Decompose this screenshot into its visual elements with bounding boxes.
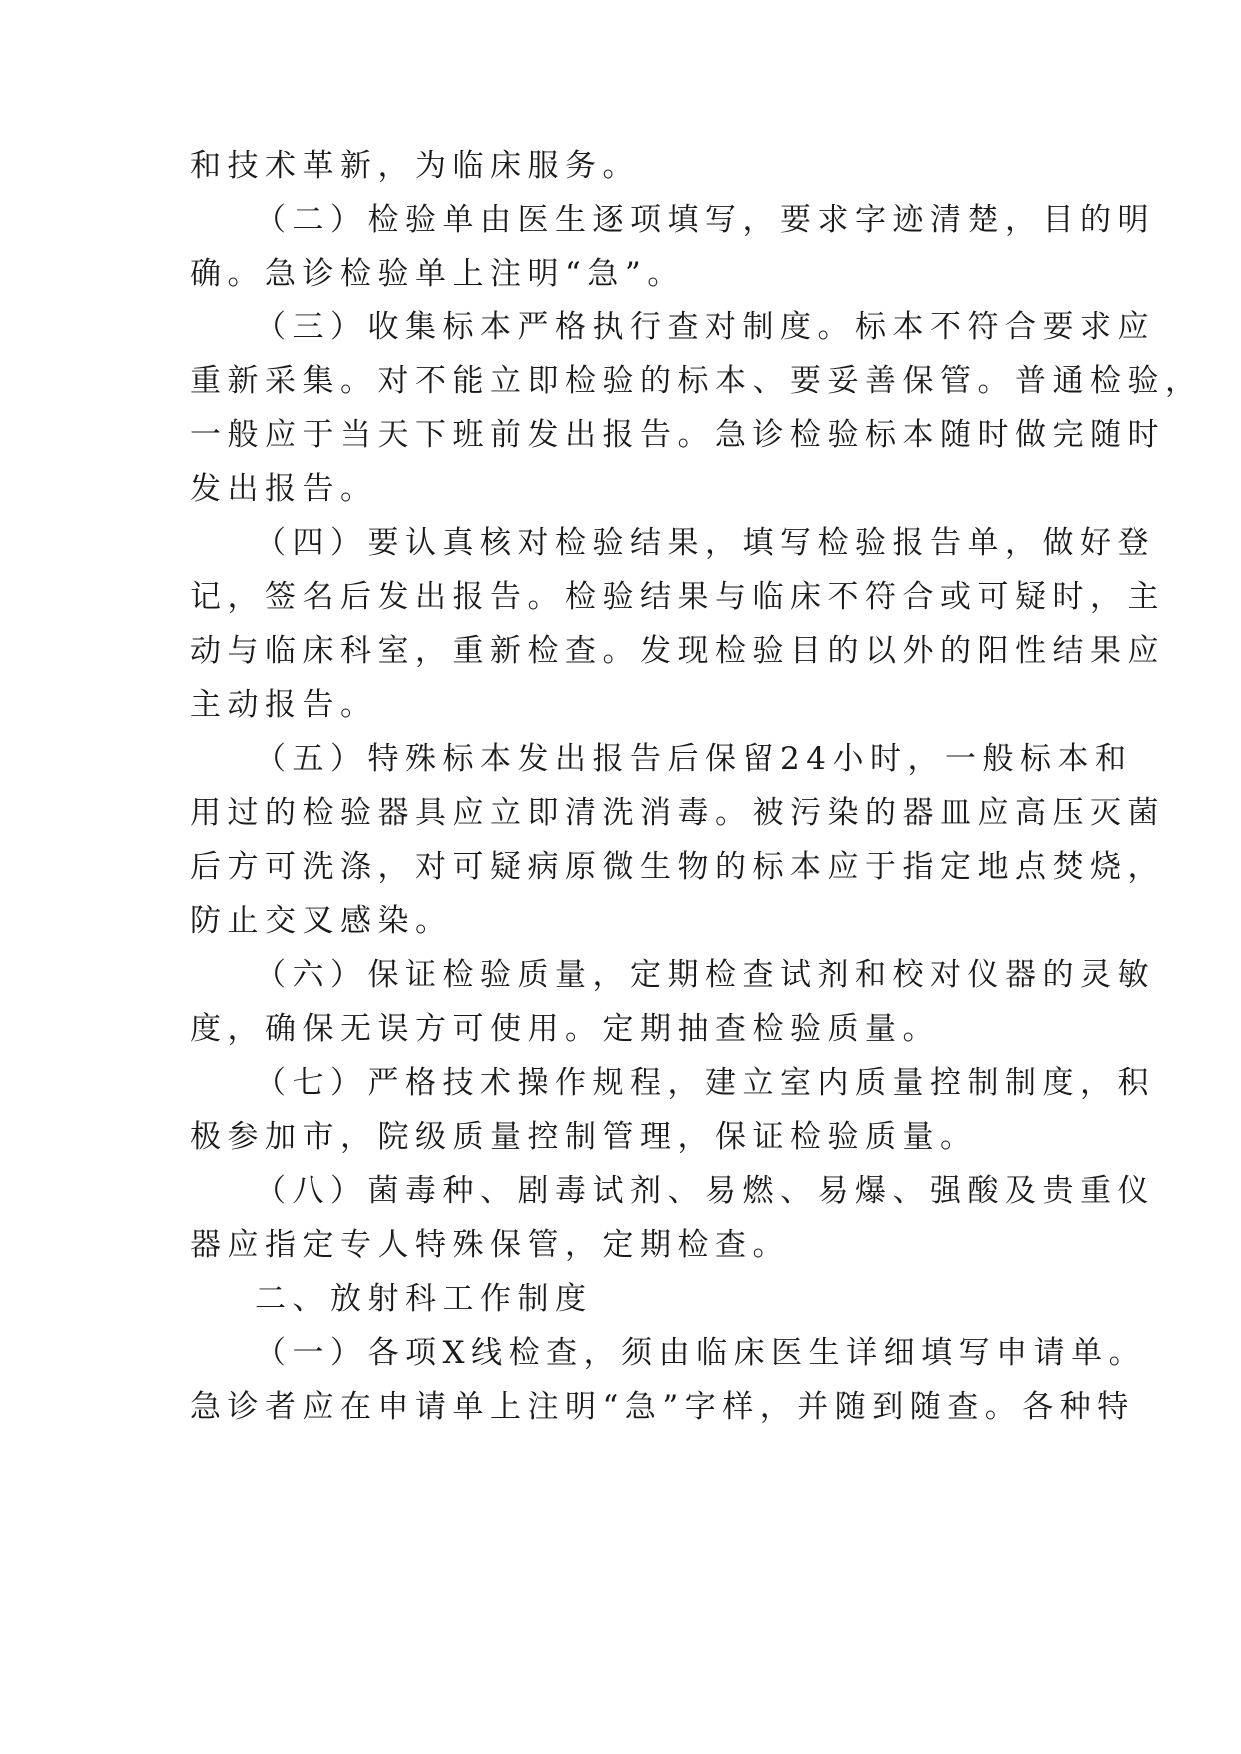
text-line: （四）要认真核对检验结果，填写检验报告单，做好登 — [255, 525, 1155, 561]
text-line: （一）各项X线检查，须由临床医生详细填写申请单。 — [255, 1335, 1147, 1371]
text-line: （五）特殊标本发出报告后保留24小时，一般标本和 — [255, 741, 1133, 777]
text-line: 防止交叉感染。 — [190, 903, 453, 939]
text-line: （三）收集标本严格执行查对制度。标本不符合要求应 — [255, 309, 1155, 345]
text-line: 极参加市，院级质量控制管理，保证检验质量。 — [190, 1119, 978, 1155]
text-line: （二）检验单由医生逐项填写，要求字迹清楚，目的明 — [255, 202, 1155, 238]
text-line: 重新采集。对不能立即检验的标本、要妥善保管。普通检验， — [190, 363, 1203, 399]
text-line: 用过的检验器具应立即清洗消毒。被污染的器皿应高压灭菌 — [190, 795, 1165, 831]
section-heading: 二、放射科工作制度 — [255, 1281, 593, 1317]
text-line: 一般应于当天下班前发出报告。急诊检验标本随时做完随时 — [190, 417, 1165, 453]
text-line: 度，确保无误方可使用。定期抽查检验质量。 — [190, 1011, 940, 1047]
text-line: 确。急诊检验单上注明“急”。 — [190, 256, 685, 292]
text-line: 主动报告。 — [190, 687, 378, 723]
text-line: 和技术革新，为临床服务。 — [190, 148, 640, 184]
text-line: 器应指定专人特殊保管，定期检查。 — [190, 1227, 790, 1263]
text-line: 记，签名后发出报告。检验结果与临床不符合或可疑时，主 — [190, 579, 1165, 615]
text-line: 动与临床科室，重新检查。发现检验目的以外的阳性结果应 — [190, 633, 1165, 669]
text-line: 急诊者应在申请单上注明“急”字样，并随到随查。各种特 — [190, 1389, 1135, 1425]
text-line: （六）保证检验质量，定期检查试剂和校对仪器的灵敏 — [255, 957, 1155, 993]
text-line: （八）菌毒种、剧毒试剂、易燃、易爆、强酸及贵重仪 — [255, 1173, 1155, 1209]
text-line: 发出报告。 — [190, 471, 378, 507]
text-line: （七）严格技术操作规程，建立室内质量控制制度，积 — [255, 1065, 1155, 1101]
text-line: 后方可洗涤，对可疑病原微生物的标本应于指定地点焚烧， — [190, 849, 1165, 885]
